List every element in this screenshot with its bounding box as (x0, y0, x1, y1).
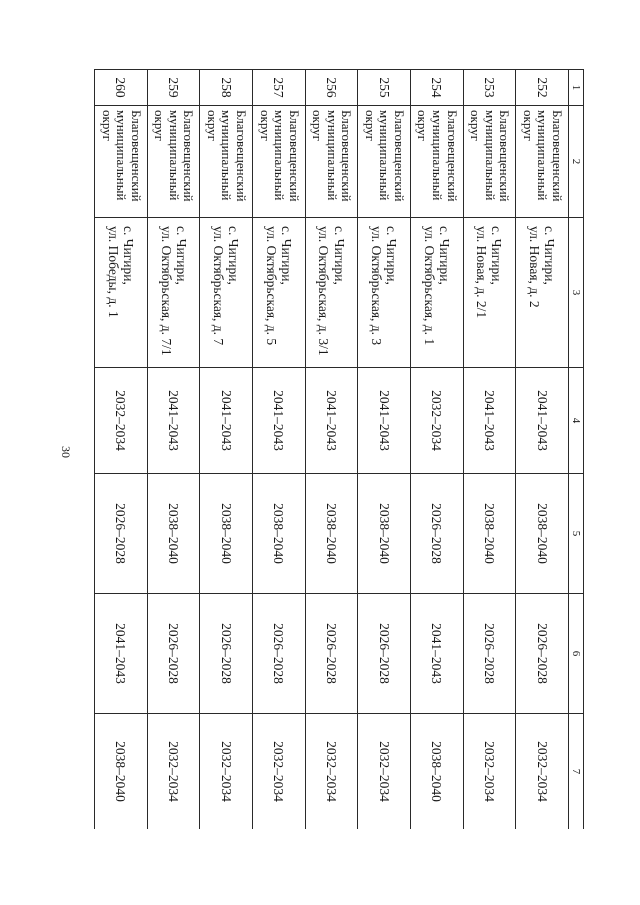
period-cell: 2038–2040 (463, 474, 516, 594)
address-cell (410, 218, 463, 368)
table-row (358, 70, 411, 830)
address-street: ул. Октябрьская, д. 3/1 (316, 226, 332, 356)
period-cell: 2038–2040 (410, 714, 463, 830)
table-row (252, 70, 305, 830)
period-cell: 2032–2034 (95, 368, 148, 474)
district-cell: Благовещенский муниципальный округ (305, 106, 358, 218)
address-street: ул. Новая, д. 2/1 (474, 226, 490, 319)
period-cell: 2038–2040 (516, 474, 569, 594)
period-cell: 2041–2043 (463, 368, 516, 474)
period-cell: 2041–2043 (95, 594, 148, 714)
period-cell: 2038–2040 (358, 474, 411, 594)
table-row (200, 70, 253, 830)
address-street: ул. Октябрьская, д. 7/1 (158, 226, 174, 356)
column-number-row (568, 70, 583, 830)
row-number-cell: 259 (147, 70, 200, 106)
district-cell: Благовещенский муниципальный округ (358, 106, 411, 218)
period-cell: 2032–2034 (147, 714, 200, 830)
address-cell (200, 218, 253, 368)
period-cell: 2032–2034 (463, 714, 516, 830)
row-number-cell: 254 (410, 70, 463, 106)
page-number: 30 (59, 446, 73, 458)
row-number-cell: 256 (305, 70, 358, 106)
address-cell (252, 218, 305, 368)
district-cell: Благовещенский муниципальный округ (252, 106, 305, 218)
district-cell: Благовещенский муниципальный округ (147, 106, 200, 218)
column-number: 2 (568, 106, 583, 218)
address-street: ул. Новая, д. 2 (527, 226, 543, 308)
period-cell: 2026–2028 (147, 594, 200, 714)
table-row (410, 70, 463, 830)
table-row (95, 70, 148, 830)
row-number-cell: 252 (516, 70, 569, 106)
address-settlement: с. Чигири, (331, 226, 347, 285)
period-cell: 2032–2034 (200, 714, 253, 830)
column-number: 3 (568, 218, 583, 368)
schedule-table (94, 69, 584, 829)
address-cell (305, 218, 358, 368)
column-number: 7 (568, 714, 583, 830)
period-cell: 2026–2028 (95, 474, 148, 594)
table-row (463, 70, 516, 830)
address-street: ул. Октябрьская, д. 7 (211, 226, 227, 346)
column-number: 4 (568, 368, 583, 474)
period-cell: 2038–2040 (305, 474, 358, 594)
period-cell: 2026–2028 (305, 594, 358, 714)
district-cell: Благовещенский муниципальный округ (410, 106, 463, 218)
period-cell: 2032–2034 (252, 714, 305, 830)
table-frame (94, 69, 584, 829)
row-number-cell: 260 (95, 70, 148, 106)
period-cell: 2032–2034 (305, 714, 358, 830)
period-cell: 2041–2043 (147, 368, 200, 474)
column-number: 1 (568, 70, 583, 106)
period-cell: 2026–2028 (516, 594, 569, 714)
period-cell: 2041–2043 (252, 368, 305, 474)
address-settlement: с. Чигири, (436, 226, 452, 285)
address-cell (358, 218, 411, 368)
address-cell (95, 218, 148, 368)
address-cell (516, 218, 569, 368)
period-cell: 2041–2043 (358, 368, 411, 474)
address-street: ул. Октябрьская, д. 1 (421, 226, 437, 346)
address-street: ул. Октябрьская, д. 5 (263, 226, 279, 346)
period-cell: 2026–2028 (463, 594, 516, 714)
period-cell: 2041–2043 (516, 368, 569, 474)
period-cell: 2041–2043 (200, 368, 253, 474)
period-cell: 2026–2028 (358, 594, 411, 714)
period-cell: 2041–2043 (410, 594, 463, 714)
table-row (305, 70, 358, 830)
address-settlement: с. Чигири, (384, 226, 400, 285)
district-cell: Благовещенский муниципальный округ (463, 106, 516, 218)
row-number-cell: 255 (358, 70, 411, 106)
address-settlement: с. Чигири, (542, 226, 558, 285)
period-cell: 2032–2034 (358, 714, 411, 830)
table-row (516, 70, 569, 830)
address-cell (147, 218, 200, 368)
address-settlement: с. Чигири, (173, 226, 189, 285)
address-street: ул. Октябрьская, д. 3 (369, 226, 385, 346)
period-cell: 2032–2034 (410, 368, 463, 474)
row-number-cell: 253 (463, 70, 516, 106)
period-cell: 2038–2040 (95, 714, 148, 830)
address-settlement: с. Чигири, (278, 226, 294, 285)
column-number: 6 (568, 594, 583, 714)
table-row (147, 70, 200, 830)
row-number-cell: 258 (200, 70, 253, 106)
address-settlement: с. Чигири, (120, 226, 136, 285)
period-cell: 2041–2043 (305, 368, 358, 474)
district-cell: Благовещенский муниципальный округ (95, 106, 148, 218)
period-cell: 2026–2028 (200, 594, 253, 714)
address-settlement: с. Чигири, (489, 226, 505, 285)
table-body (95, 70, 584, 830)
period-cell: 2032–2034 (516, 714, 569, 830)
row-number-cell: 257 (252, 70, 305, 106)
period-cell: 2026–2028 (410, 474, 463, 594)
district-cell: Благовещенский муниципальный округ (200, 106, 253, 218)
period-cell: 2038–2040 (200, 474, 253, 594)
period-cell: 2038–2040 (147, 474, 200, 594)
period-cell: 2026–2028 (252, 594, 305, 714)
period-cell: 2038–2040 (252, 474, 305, 594)
district-cell: Благовещенский муниципальный округ (516, 106, 569, 218)
address-street: ул. Победы, д. 1 (105, 226, 121, 318)
address-cell (463, 218, 516, 368)
column-number: 5 (568, 474, 583, 594)
address-settlement: с. Чигири, (226, 226, 242, 285)
